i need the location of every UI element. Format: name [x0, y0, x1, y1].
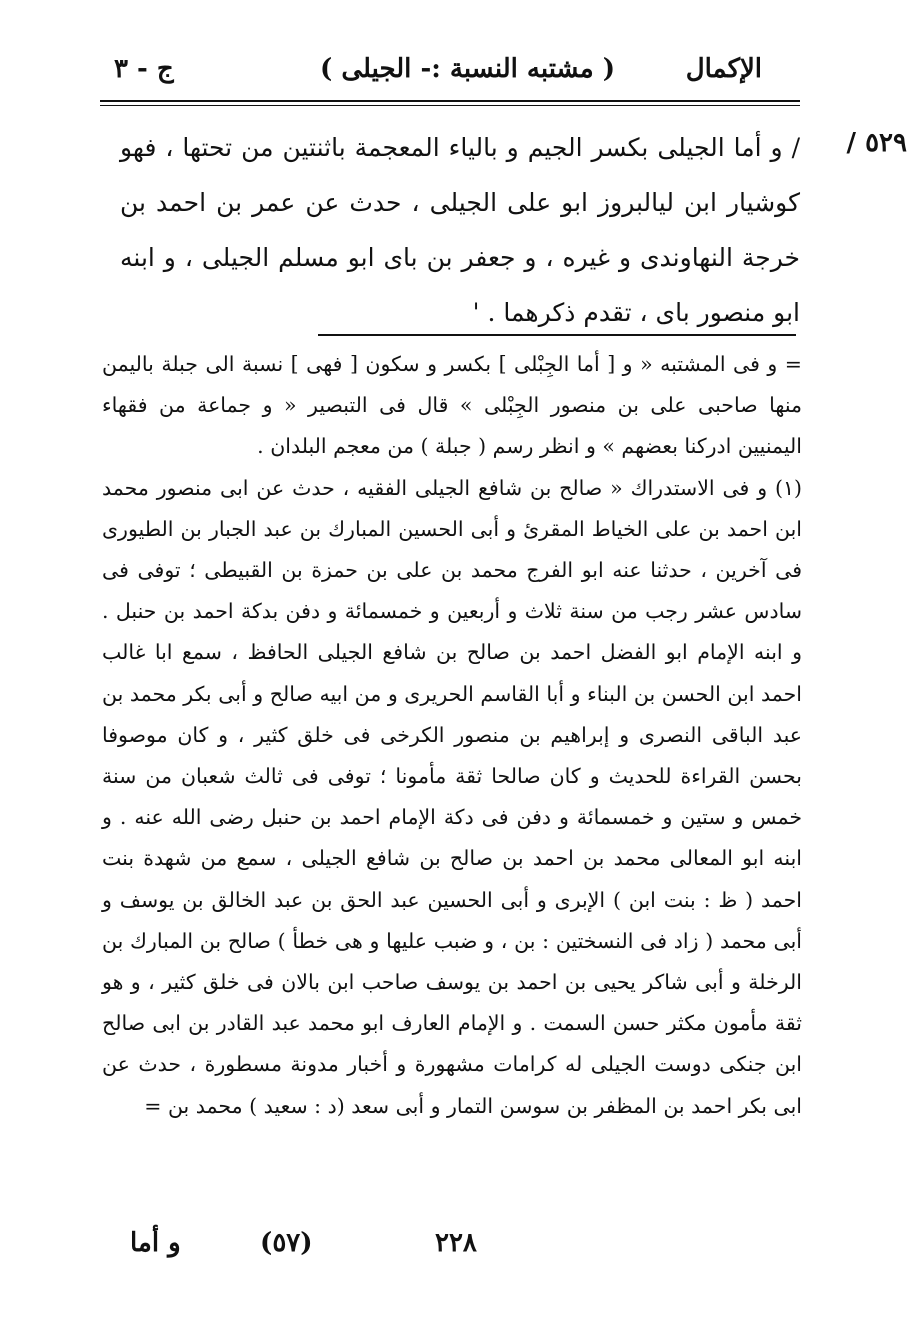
catchword: و أما: [130, 1228, 181, 1258]
footnotes: [102, 344, 802, 1127]
signature-mark: (٥٧): [260, 1228, 313, 1258]
footnote-continuation: = و فى المشتبه « و [ أما الجِبْلى ] بكسر و سكون [ فهى ] نسبة الى جبلة باليمن منها صاحبى على بن منصور الجِبْلى » قال فى التبصير « و جماعة من فقهاء اليمنيين ادركنا بعضهم » و انظر رسم ( جبلة ) من معجم البلدان .: [102, 352, 802, 459]
page-number: ٢٢٨: [435, 1228, 477, 1258]
main-text: / و أما الجيلى بكسر الجيم و بالياء المعجمة باثنتين من تحتها ، فهو كوشيار ابن ليالبروز ابو على الجيلى ، حدث عن عمر بن احمد بن خرجة النهاوندى و غيره ، و جعفر بن باى ابو مسلم الجيلى ، و ابنه ابو منصور باى ، تقدم ذكرهما . ': [120, 133, 800, 327]
footnote-separator: [318, 334, 796, 336]
book-title: الإكمال: [685, 54, 762, 84]
header-rule: [100, 100, 800, 102]
footnote-1: (١) و فى الاستدراك « صالح بن شافع الجيلى الفقيه ، حدث عن ابى منصور محمد ابن احمد بن على الخياط المقرئ و أبى الحسين المبارك بن عبد الجبار بن الطيورى فى آخرين ، حدثنا عنه ابو الفرج محمد بن على بن حمزة بن القبيطى ؛ توفى فى سادس عشر رجب من سنة ثلاث و أربعين و خمسمائة و دفن بدكة احمد بن حنبل . و ابنه الإمام ابو الفضل احمد بن صالح بن شافع الجيلى الحافظ ، سمع ابا غالب احمد ابن الحسن بن البناء و أبا القاسم الحريرى و من ابيه صالح و أبى بكر محمد بن عبد الباقى النصرى و إبراهيم بن منصور الكرخى فى خلق كثير ، و كان موصوفا بحسن القراءة للحديث و كان صالحا ثقة مأمونا ؛ توفى فى ثالث شعبان من سنة خمس و ستين و خمسمائة و دفن فى دكة الإمام احمد بن حنبل رضى الله عنه . و ابنه ابو المعالى محمد بن احمد بن صالح بن شافع الجيلى ، سمع من شهدة بنت احمد ( ظ : بنت ابن ) الإبرى و أبى الحسين عبد الحق بن عبد الخالق بن يوسف و أبى محمد ( زاد فى النسختين : بن ، و ضبب عليها و هى خطأ ) صالح بن المبارك بن الرخلة و أبى شاكر يحيى بن احمد بن يوسف صاحب ابن بالان فى خلق كثير ، و هو ثقة مأمون مكثر حسن السمت . و الإمام العارف ابو محمد عبد القادر بن ابى صالح ابن جنكى دوست الجيلى له كرامات مشهورة و أخبار مدونة مسطورة ، حدث عن ابى بكر احمد بن المظفر بن سوسن التمار و أبى سعد (د : سعيد ) محمد بن =: [102, 475, 802, 1118]
header-rule-thin: [100, 105, 800, 106]
section-title: ( مشتبه النسبة :- الجيلى ): [320, 54, 616, 84]
running-header: [100, 44, 800, 100]
volume-label: ج - ٣: [114, 54, 174, 84]
manuscript-page-marker: ٥٢٩ /: [846, 128, 907, 158]
page-footer: [110, 1228, 790, 1268]
